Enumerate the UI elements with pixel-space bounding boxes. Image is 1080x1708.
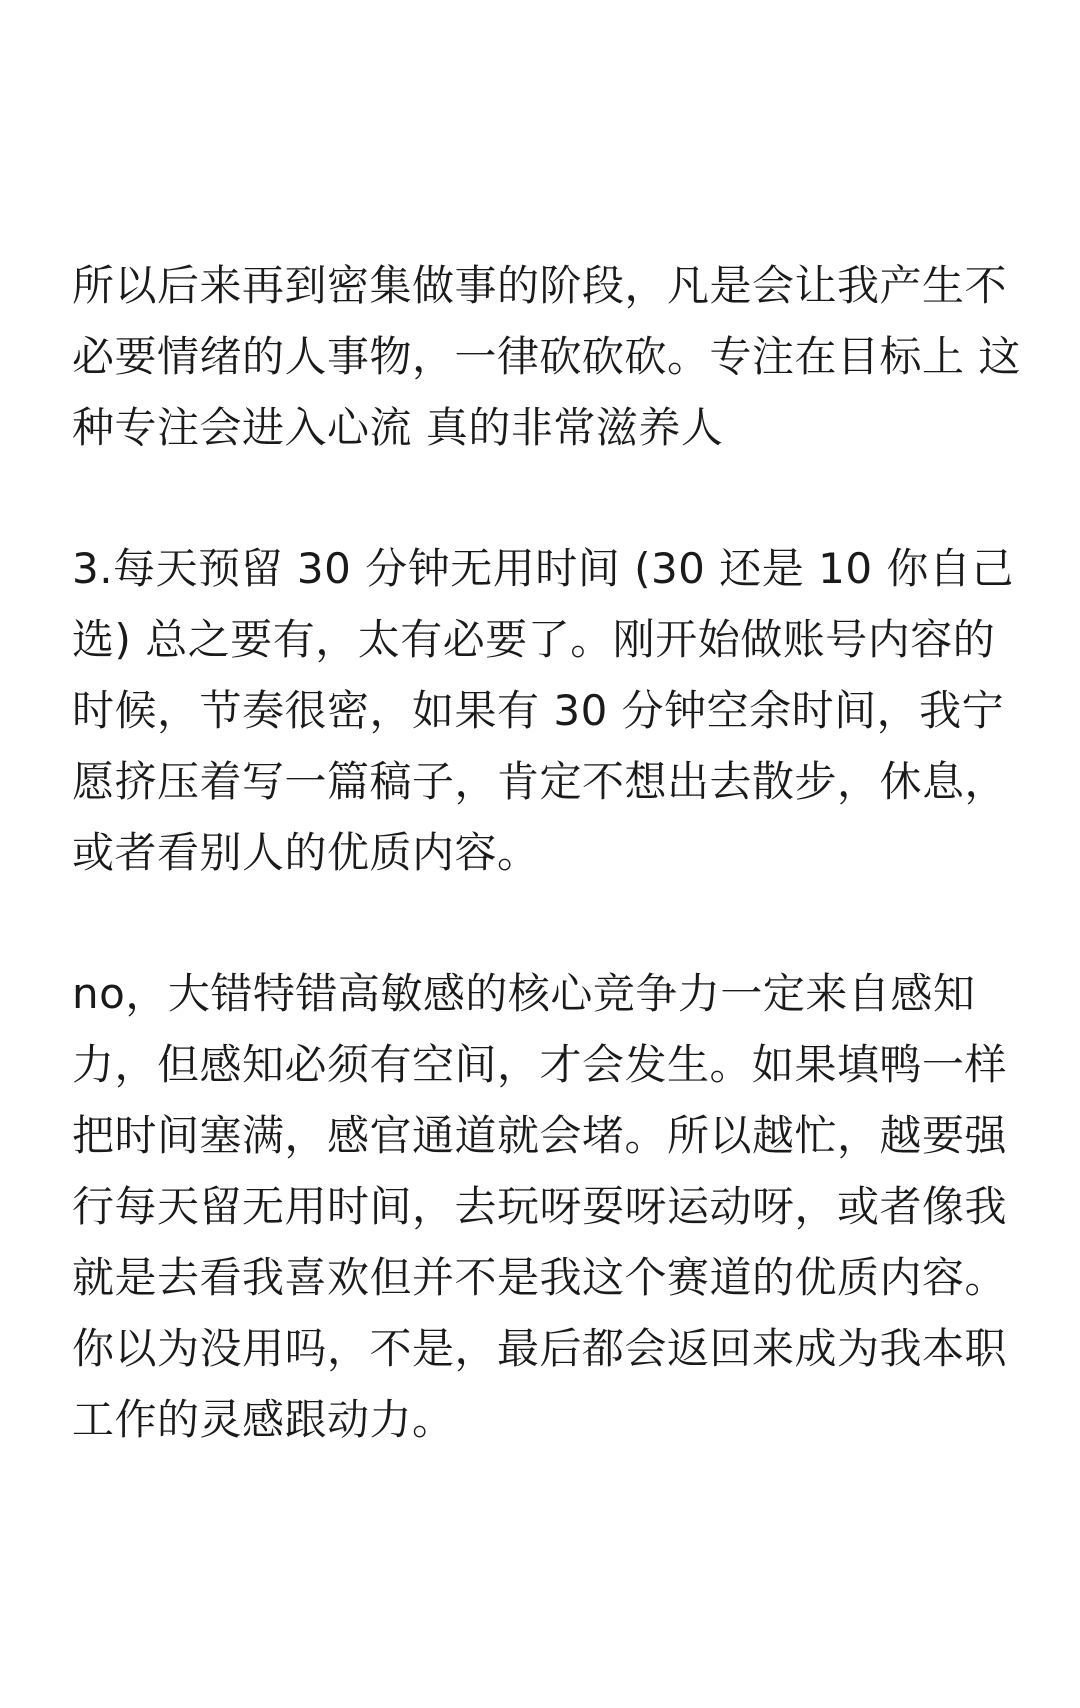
paragraph-perception: no，大错特错高敏感的核心竞争力一定来自感知力，但感知必须有空间，才会发生。如果填鸭一样把时间塞满，感官通道就会堵。所以越忙，越要强行每天留无用时间，去玩呀耍呀运动呀，或者像我就是去看我喜欢但并不是我这个赛道的优质内容。你以为没用吗，不是，最后都会返回来成为我本职工作的灵感跟动力。 [72, 969, 1008, 1444]
paragraph-free-time: 3.每天预留 30 分钟无用时间 (30 还是 10 你自己选) 总之要有，太有必要了。刚开始做账号内容的时候，节奏很密，如果有 30 分钟空余时间，我宁愿挤压着写一篇稿子，肯定不想出去散步，休息，或者看别人的优质内容。 [72, 544, 1014, 877]
article-body [72, 250, 1032, 1455]
paragraph-focus: 所以后来再到密集做事的阶段，凡是会让我产生不必要情绪的人事物，一律砍砍砍。专注在目标上 这种专注会进入心流 真的非常滋养人 [72, 261, 1021, 452]
